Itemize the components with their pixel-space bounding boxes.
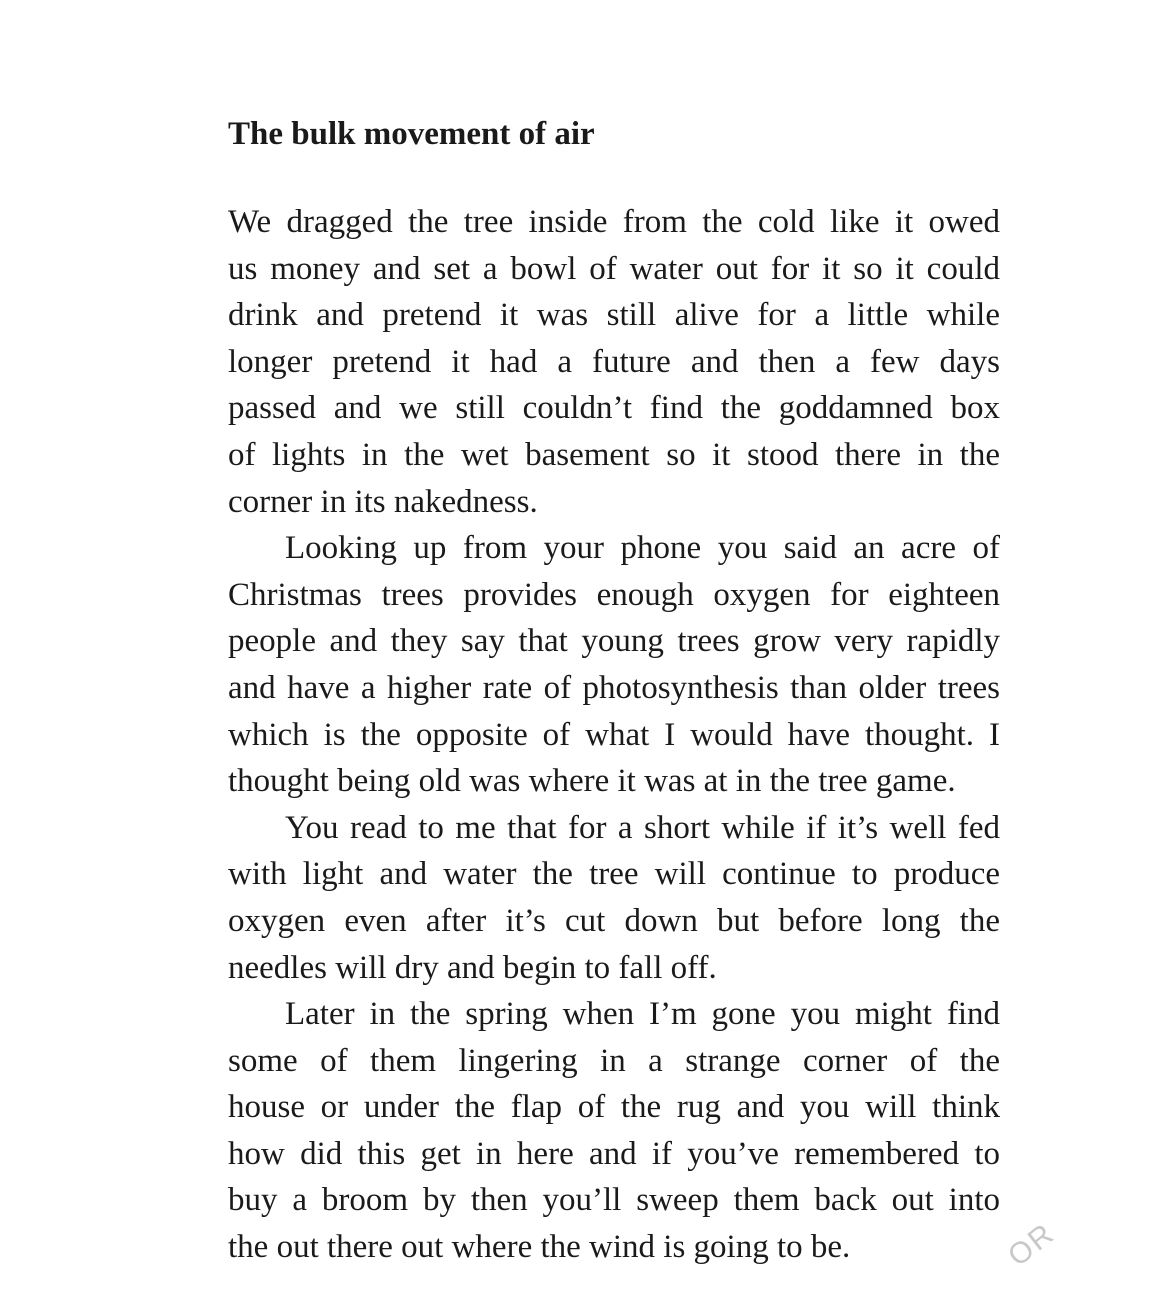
- poem-line: of lights in the wet basement so it stood there in the: [228, 436, 1000, 473]
- poem-line: thought being old was where it was at in the tree game.: [228, 763, 956, 800]
- poem-line: buy a broom by then you’ll sweep them back out into: [228, 1182, 1000, 1219]
- poem-line: Later in the spring when I’m gone you might find: [285, 996, 1000, 1033]
- poem-body: [228, 199, 1000, 1271]
- poem-line: with light and water the tree will continue to produce: [228, 856, 1000, 893]
- poem-line: the out there out where the wind is going to be.: [228, 1229, 851, 1266]
- poem-line: people and they say that young trees grow very rapidly: [228, 623, 1000, 660]
- poem-line: which is the opposite of what I would have thought. I: [228, 716, 1000, 753]
- poem-line: needles will dry and begin to fall off.: [228, 949, 717, 986]
- poem-line: longer pretend it had a future and then a few days: [228, 343, 1000, 380]
- poem-line: how did this get in here and if you’ve remembered to: [228, 1135, 1000, 1172]
- poem-title: The bulk movement of air: [228, 116, 595, 152]
- poem-line: Christmas trees provides enough oxygen for eighteen: [228, 576, 1000, 613]
- poem-line: and have a higher rate of photosynthesis than older trees: [228, 669, 1000, 706]
- watermark-text: OR: [1002, 1216, 1061, 1274]
- poem-line: us money and set a bowl of water out for it so it could: [228, 250, 1000, 287]
- poem-line: You read to me that for a short while if it’s well fed: [285, 809, 1000, 846]
- poem-line: corner in its nakedness.: [228, 483, 538, 520]
- poem-line: oxygen even after it’s cut down but before long the: [228, 902, 1000, 939]
- poem-line: house or under the flap of the rug and you will think: [228, 1089, 1000, 1126]
- poem-line: some of them lingering in a strange corner of the: [228, 1042, 1000, 1079]
- poem-line: passed and we still couldn’t find the goddamned box: [228, 390, 1000, 427]
- poem-line: We dragged the tree inside from the cold like it owed: [228, 204, 1000, 240]
- poem-line: drink and pretend it was still alive for a little while: [228, 297, 1000, 334]
- poem-line: Looking up from your phone you said an acre of: [285, 530, 1000, 567]
